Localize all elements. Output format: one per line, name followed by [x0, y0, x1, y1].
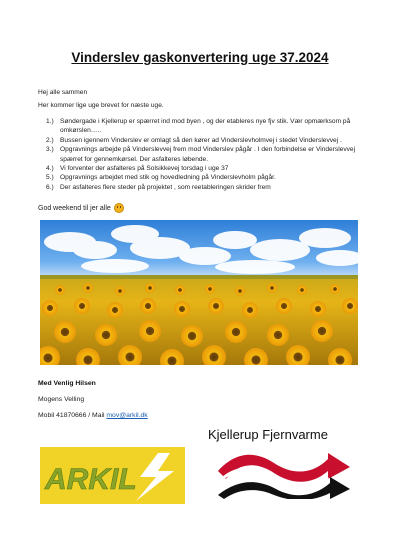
- list-item-text: Søndergade i Kjellerup er spærret ind mod byen , og der etableres nye fjv stik. Vær opmærksom på omkørslen…..: [60, 118, 351, 135]
- intro-text: Her kommer lige uge brevet for næste uge.: [38, 102, 164, 109]
- list-item-text: Bussen igennem Vinderslev er omlagt så den kører ad Vinderslevholmvej i stedet Vinderslevvej .: [60, 136, 342, 144]
- fjernvarme-logo: [216, 449, 352, 499]
- list-item-text: Opgravnings arbejdet med stik og hovedledning på Vinderslevholm pågår.: [60, 174, 276, 182]
- phone-text: Mobil 41870666 / Mail: [38, 412, 107, 419]
- list-item-number: 2.): [46, 136, 54, 144]
- list-item: [46, 145, 366, 164]
- arkil-logo-text: ARKIL: [45, 463, 137, 496]
- fjernvarme-heading: Kjellerup Fjernvarme: [208, 427, 328, 442]
- list-item: [46, 173, 366, 182]
- closing-text: God weekend til jer alle: [38, 204, 111, 212]
- sender-name: Mogens Velling: [38, 396, 85, 403]
- list-item-number: 4.): [46, 165, 54, 173]
- email-link[interactable]: mov@arkil.dk: [106, 412, 148, 419]
- page-title: Vinderslev gaskonvertering uge 37.2024: [71, 50, 329, 65]
- list-item-number: 1.): [46, 118, 54, 125]
- smiley-icon: [114, 203, 124, 213]
- contact-line: [38, 408, 148, 424]
- list-item-text: Der asfalteres flere steder på projektet , som reetableringen skrider frem: [60, 183, 271, 191]
- list-item-text: Vi forventer der asfalteres på Solsikkevej torsdag i uge 37: [60, 165, 229, 173]
- sunflower-field-image: [40, 220, 358, 365]
- signoff-text: Med Venlig Hilsen: [38, 380, 96, 387]
- list-item: [46, 183, 366, 192]
- list-item-number: 3.): [46, 146, 54, 154]
- signature-block: [38, 376, 148, 424]
- list-item: [46, 117, 366, 136]
- greeting: Hej alle sammen: [38, 89, 88, 96]
- list-item: [46, 164, 366, 173]
- arkil-logo: [40, 447, 185, 504]
- update-list: [46, 117, 366, 192]
- list-item-number: 6.): [46, 183, 54, 191]
- closing-line: [38, 203, 124, 213]
- list-item: [46, 136, 366, 145]
- list-item-number: 5.): [46, 174, 54, 182]
- list-item-text: Opgravnings arbejde på Vinderslevvej frem mod Vinderslev pågår . I den forbindelse er Vinderslevvej spærret for gennemkørsel. Der asfalteres løbende.: [60, 146, 356, 163]
